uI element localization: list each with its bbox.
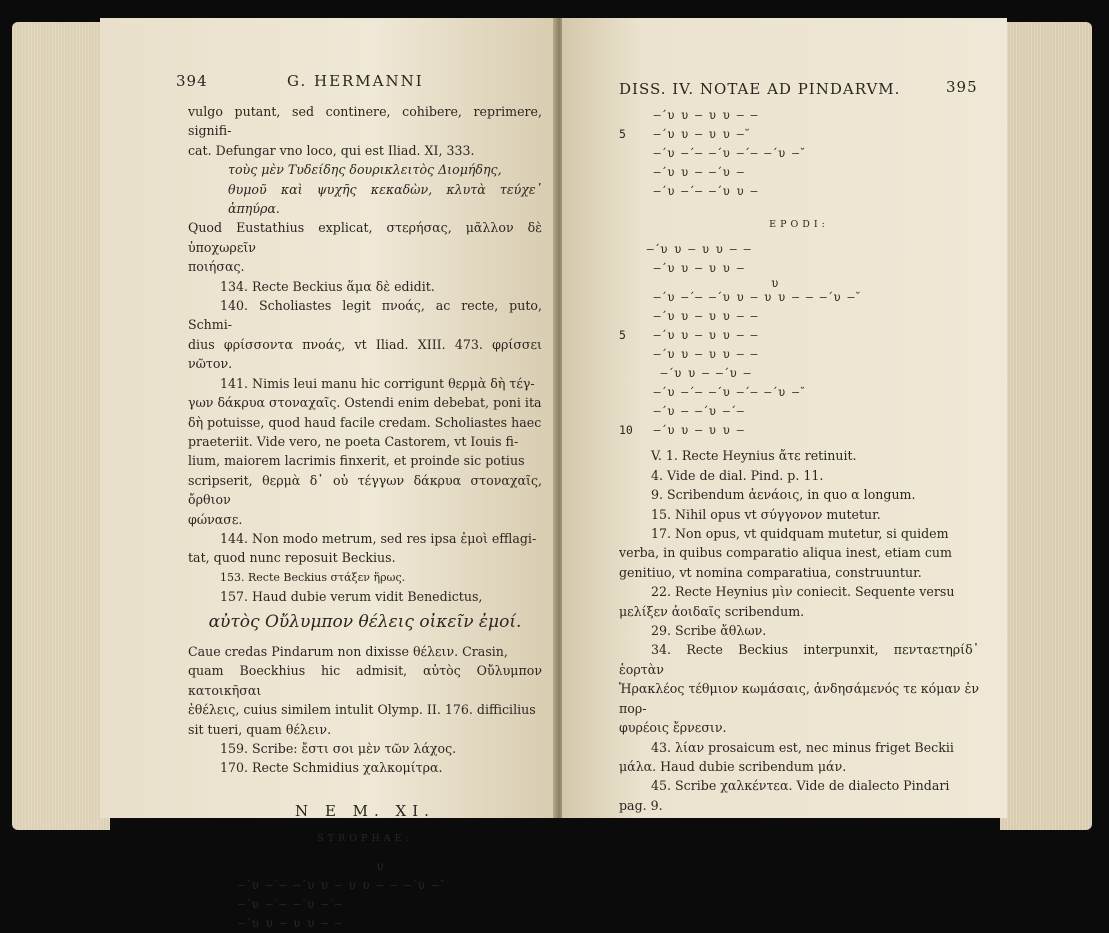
text-line: φυρέοις ἔρνεσιν. xyxy=(619,720,727,736)
text-line: sit tueri, quam θέλειν. xyxy=(188,721,332,737)
text-line: quam Boeckhius hic admisit, αὐτὸς Οὔλυμπον κατοικῆσαι xyxy=(188,663,542,698)
note-line: 140. Scholiastes legit πνοάς, ac recte, puto, Schmi- xyxy=(188,298,542,333)
text-line: verba, in quibus comparatio aliqua inest, etiam cum xyxy=(619,545,952,561)
meter-line: –́ υ –́ – –́ υ υ – υ υ – – –́ υ –̆ xyxy=(619,290,855,305)
note-line: 144. Non modo metrum, sed res ipsa ἐμοὶ efflagi- xyxy=(220,530,537,546)
text-line: praeteriit. Vide vero, ne poeta Castorem, vt Iouis fi- xyxy=(188,433,519,449)
note-line: 9. Scribendum ἀενάοις, in quo α longum. xyxy=(651,487,916,503)
note-line: 29. Scribe ἄθλων. xyxy=(651,623,767,639)
page-stack-left xyxy=(12,22,110,830)
quoted-verse: αὐτὸς Οὔλυμπον θέλεις οἰκεῖν ἐμοί. xyxy=(208,611,522,632)
note-line: 170. Recte Schmidius χαλκομίτρα. xyxy=(220,760,443,776)
note-line: 22. Recte Heynius μὶν coniecit. Sequente versu xyxy=(651,584,955,600)
text-line: scripserit, θερμὰ δ᾽ οὐ τέγγων δάκρυα στοναχαῖς, ὄρθιον xyxy=(188,472,542,508)
meter-line: –́ υ υ – –́ υ – xyxy=(619,366,751,381)
verse-line: τοὺς μὲν Τυδείδης δουρικλειτὸς Διομήδης, xyxy=(228,162,502,178)
note-line: 141. Nimis leui manu hic corrigunt θερμὰ δὴ τέγ- xyxy=(220,375,535,391)
note-line: 134. Recte Beckius ἅμα δὲ edidit. xyxy=(220,278,435,294)
note-line: 153. Recte Beckius στάξεν ἥρως. xyxy=(220,570,406,584)
meter-line: –́ υ υ – υ υ – – xyxy=(619,309,758,324)
meter-line: –́ υ υ – υ υ – – xyxy=(619,347,758,362)
note-line: 4. Vide de dial. Pind. p. 11. xyxy=(651,467,824,483)
meter-line: –́ υ υ – υ υ – xyxy=(619,261,744,276)
note-line: 34. Recte Beckius interpunxit, πενταετηρίδ᾽ ἑορτὰν xyxy=(619,642,979,677)
meter-line: –́ υ –́ – –́ υ –́ – –́ υ –̆ xyxy=(619,146,800,160)
meter-line: 5 –́ υ υ – υ υ – – xyxy=(619,328,758,343)
left-page-number: 394 xyxy=(176,72,208,90)
meter-line: –́ υ –́ – –́ υ –́ – –́ υ –̆ xyxy=(619,385,800,400)
meter-line: –́ υ υ – υ υ – – xyxy=(619,108,758,122)
note-line: 157. Haud dubie verum vidit Benedictus, xyxy=(220,589,483,605)
right-running-head: DISS. IV. NOTAE AD PINDARVM. xyxy=(619,80,901,98)
left-page xyxy=(100,18,557,930)
text-line: μάλα. Haud dubie scribendum μάν. xyxy=(619,758,847,774)
text-line: lium, maiorem lacrimis finxerit, et proinde sic potius xyxy=(188,453,525,469)
text-line: ἐθέλεις, cuius similem intulit Olymp. II. 176. difficilius xyxy=(188,702,536,718)
meter-line: –́ υ –́ – –́ υ υ – υ υ – – –́ υ –̆ xyxy=(238,877,439,892)
meter-line: –́ υ υ – –́ υ – xyxy=(619,165,744,179)
right-text-block xyxy=(619,106,979,815)
meter-line: –́ υ –́ – –́ υ υ – xyxy=(619,184,758,198)
left-text-block xyxy=(188,102,542,933)
note-line: 159. Scribe: ἔστι σοι μὲν τῶν λάχος. xyxy=(220,741,457,756)
meter-line: υ xyxy=(238,858,384,873)
text-line: pag. 9. xyxy=(619,797,663,813)
right-page-number: 395 xyxy=(946,78,978,96)
meter-line: 10 –́ υ υ – υ υ – xyxy=(619,423,744,438)
meter-line: –́ υ –́ – –́ υ –́ – xyxy=(238,896,342,911)
text-line: tat, quod nunc reposuit Beckius. xyxy=(188,550,396,566)
text-line: dius φρίσσοντα πνοάς, vt Iliad. XIII. 473. φρίσσει νῶτον. xyxy=(188,336,542,372)
note-line: 15. Nihil opus vt σύγγονον mutetur. xyxy=(651,506,881,522)
text-line: Quod Eustathius explicat, στερήσας, μᾶλλον δὲ ὑποχωρεῖν xyxy=(188,220,542,255)
text-line: φώνασε. xyxy=(188,511,243,527)
note-line: 45. Scribe χαλκέντεα. Vide de dialecto Pindari xyxy=(651,778,950,794)
meter-line: –́ υ υ – υ υ – – xyxy=(238,915,342,930)
page-stack-right xyxy=(1000,22,1092,830)
text-line: vulgo putant, sed continere, cohibere, reprimere, signifi- xyxy=(188,104,542,139)
text-line: Ἡρακλέος τέθμιον κωμάσαις, ἀνδησάμενός τε κόμαν ἐν πορ- xyxy=(619,681,979,716)
text-line: μελίξεν ἀοιδαῖς scribendum. xyxy=(619,603,805,619)
text-line: γων δάκρυα στοναχαῖς. Ostendi enim debebat, poni ita xyxy=(188,395,542,411)
note-line: 17. Non opus, vt quidquam mutetur, si quidem xyxy=(651,526,949,542)
note-line: V. 1. Recte Heynius ἄτε retinuit. xyxy=(651,448,857,464)
text-line: genitiuo, vt nomina comparatiua, construuntur. xyxy=(619,564,922,580)
meter-line: 5 –́ υ υ – υ υ –̆ xyxy=(619,127,744,141)
verse-line: θυμοῦ καὶ ψυχῆς κεκαδὼν, κλυτὰ τεύχε᾽ ἀπηύρα. xyxy=(228,181,542,217)
meter-line: –́ υ υ – υ υ – – xyxy=(619,242,751,257)
text-line: ποιήσας. xyxy=(188,259,245,275)
section-heading: N E M. XI. xyxy=(295,801,435,820)
left-running-head: G. HERMANNI xyxy=(287,72,424,90)
text-line: δὴ potuisse, quod haud facile credam. Scholiastes haec xyxy=(188,414,542,430)
text-line: Caue credas Pindarum non dixisse θέλειν. Crasin, xyxy=(188,643,508,659)
text-line: cat. Defungar vno loco, qui est Iliad. XI, 333. xyxy=(188,142,475,158)
section-subheading: STROPHAE: xyxy=(317,833,413,845)
epodi-label: EPODI: xyxy=(769,219,829,230)
right-page xyxy=(562,18,1007,818)
meter-line: υ xyxy=(619,276,779,291)
note-line: 43. λίαν prosaicum est, nec minus friget Beckii xyxy=(651,739,954,755)
meter-line: –́ υ – –́ υ –́ – xyxy=(619,404,744,419)
